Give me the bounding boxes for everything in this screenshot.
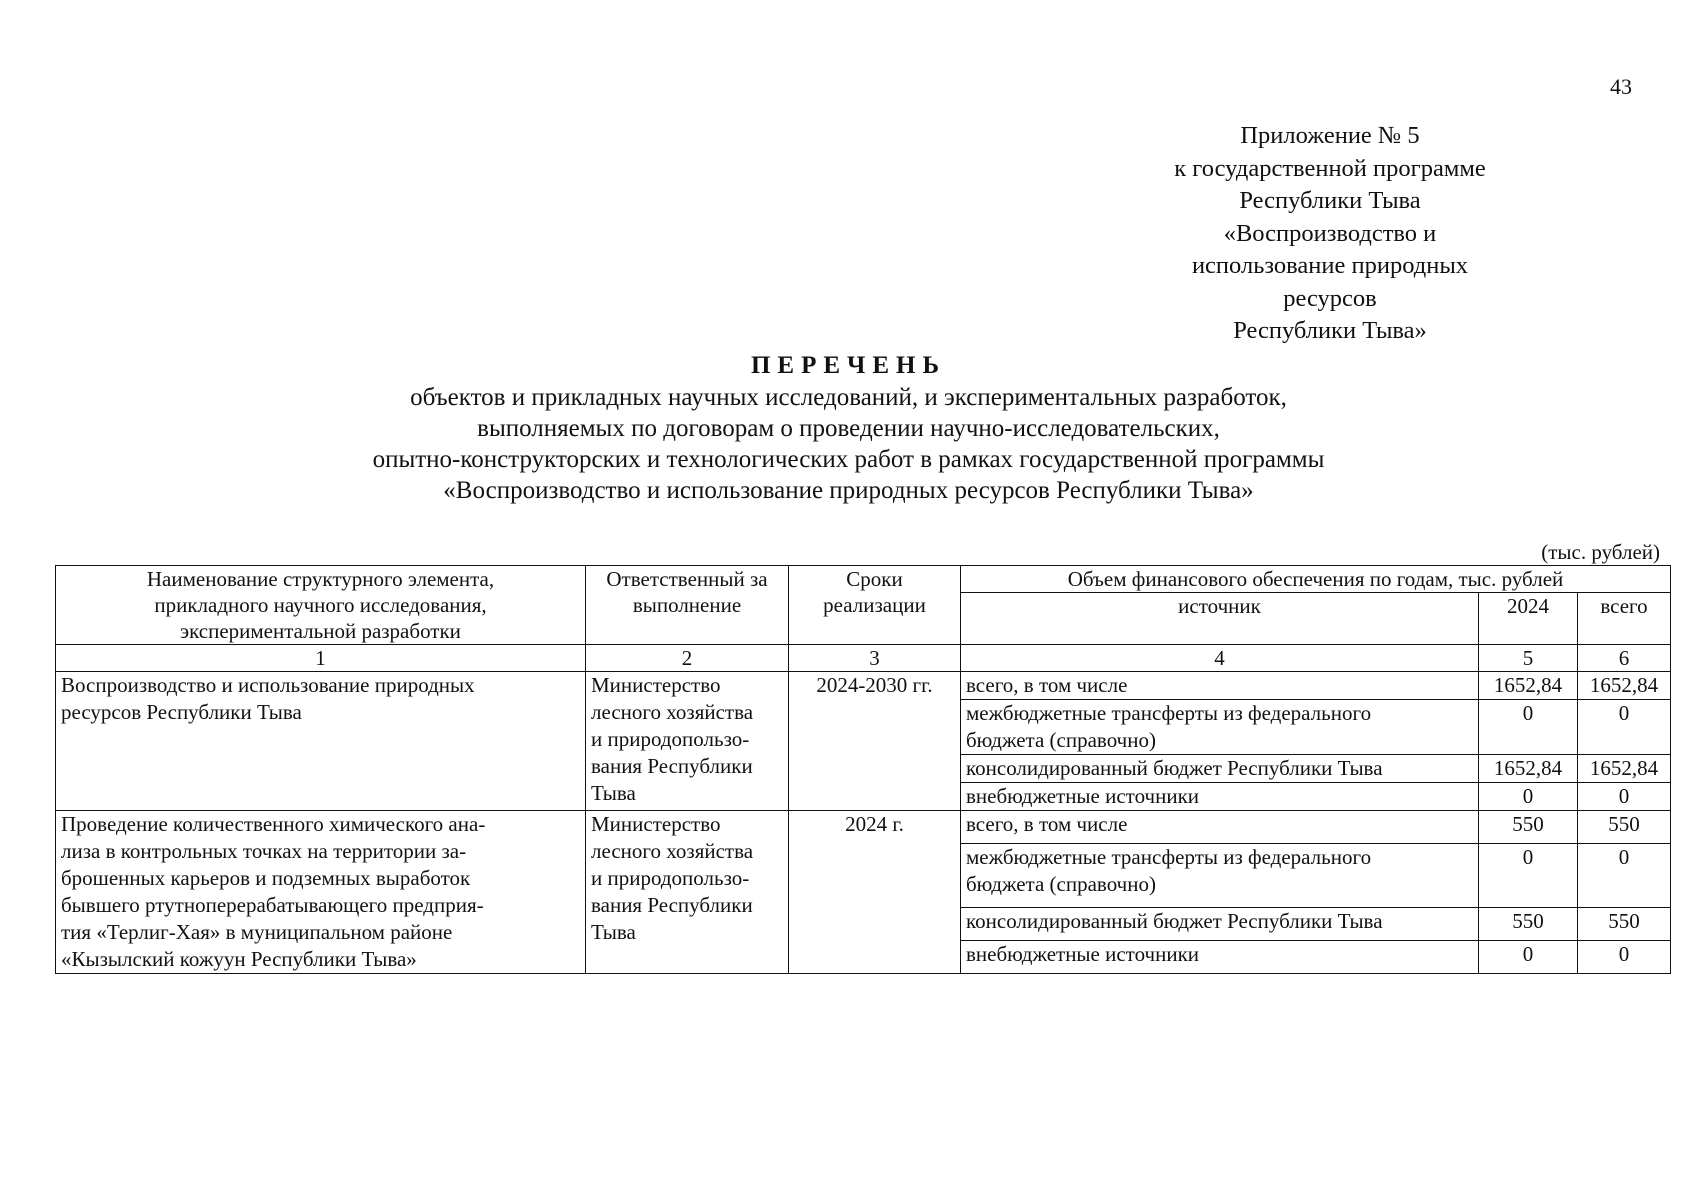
header-funding: Объем финансового обеспечения по годам, тыс. рублей xyxy=(961,566,1671,593)
funding-source: всего, в том числе xyxy=(961,811,1479,844)
header-name: Наименование структурного элемента, прикладного научного исследования, экспериментальной разработки xyxy=(56,566,586,645)
amount-total: 0 xyxy=(1578,843,1671,907)
implementation-period: 2024 г. xyxy=(789,811,961,974)
amount-2024: 550 xyxy=(1479,908,1578,941)
table-header-row xyxy=(56,566,1671,593)
title-line: объектов и прикладных научных исследований, и экспериментальных разработок, xyxy=(410,384,1287,411)
funding-source: консолидированный бюджет Республики Тыва xyxy=(961,755,1479,783)
amount-total: 0 xyxy=(1578,783,1671,811)
title-main: ПЕРЕЧЕНЬ xyxy=(750,352,947,379)
funding-source: всего, в том числе xyxy=(961,672,1479,700)
funding-source: внебюджетные источники xyxy=(961,783,1479,811)
appendix-block xyxy=(1160,120,1500,348)
table-row xyxy=(56,672,1671,700)
amount-total: 0 xyxy=(1578,941,1671,974)
funding-source: межбюджетные трансферты из федерального бюджета (справочно) xyxy=(961,843,1479,907)
page-number: 43 xyxy=(1610,74,1632,99)
title-line: «Воспроизводство и использование природных ресурсов Республики Тыва» xyxy=(443,477,1254,504)
table-row xyxy=(56,811,1671,844)
element-name: Проведение количественного химического ана- лиза в контрольных точках на территории за- брошенных карьеров и подземных выработок бывшего ртутноперерабатывающего предприя- тия «Терлиг-Хая» в муниципальном районе «Кызылский кожуун Республики Тыва» xyxy=(56,811,586,974)
amount-total: 550 xyxy=(1578,811,1671,844)
funding-source: внебюджетные источники xyxy=(961,941,1479,974)
amount-total: 1652,84 xyxy=(1578,755,1671,783)
responsible-party: Министерство лесного хозяйства и природопользо- вания Республики Тыва xyxy=(586,672,789,811)
title-line: опытно-конструкторских и технологических работ в рамках государственной программы xyxy=(372,446,1325,473)
responsible-party: Министерство лесного хозяйства и природопользо- вания Республики Тыва xyxy=(586,811,789,974)
column-number: 2 xyxy=(586,645,789,672)
appendix-line: использование природных ресурсов xyxy=(1191,252,1469,312)
units-label: (тыс. рублей) xyxy=(1541,540,1660,564)
amount-2024: 0 xyxy=(1479,783,1578,811)
amount-total: 1652,84 xyxy=(1578,672,1671,700)
column-number-row xyxy=(56,645,1671,672)
appendix-line: Республики Тыва» xyxy=(1233,317,1427,344)
funding-table-wrapper xyxy=(55,565,1671,974)
implementation-period: 2024-2030 гг. xyxy=(789,672,961,811)
element-name: Воспроизводство и использование природных ресурсов Республики Тыва xyxy=(56,672,586,811)
amount-2024: 0 xyxy=(1479,700,1578,755)
column-number: 4 xyxy=(961,645,1479,672)
column-number: 3 xyxy=(789,645,961,672)
appendix-line: к государственной программе xyxy=(1174,154,1486,182)
header-responsible: Ответственный за выполнение xyxy=(586,566,789,645)
amount-2024: 1652,84 xyxy=(1479,755,1578,783)
header-total: всего xyxy=(1578,593,1671,645)
amount-total: 550 xyxy=(1578,908,1671,941)
amount-2024: 0 xyxy=(1479,941,1578,974)
appendix-line: Приложение № 5 xyxy=(1240,122,1420,149)
appendix-line: Республики Тыва «Воспроизводство и xyxy=(1223,187,1437,247)
header-source: источник xyxy=(961,593,1479,645)
funding-source: консолидированный бюджет Республики Тыва xyxy=(961,908,1479,941)
amount-2024: 0 xyxy=(1479,843,1578,907)
amount-2024: 550 xyxy=(1479,811,1578,844)
column-number: 6 xyxy=(1578,645,1671,672)
header-period: Сроки реализации xyxy=(789,566,961,645)
title-line: выполняемых по договорам о проведении научно-исследовательских, xyxy=(477,415,1220,442)
document-title xyxy=(0,350,1697,506)
amount-total: 0 xyxy=(1578,700,1671,755)
funding-table xyxy=(55,565,1671,974)
column-number: 5 xyxy=(1479,645,1578,672)
funding-source: межбюджетные трансферты из федерального бюджета (справочно) xyxy=(961,700,1479,755)
header-year: 2024 xyxy=(1479,593,1578,645)
amount-2024: 1652,84 xyxy=(1479,672,1578,700)
column-number: 1 xyxy=(56,645,586,672)
